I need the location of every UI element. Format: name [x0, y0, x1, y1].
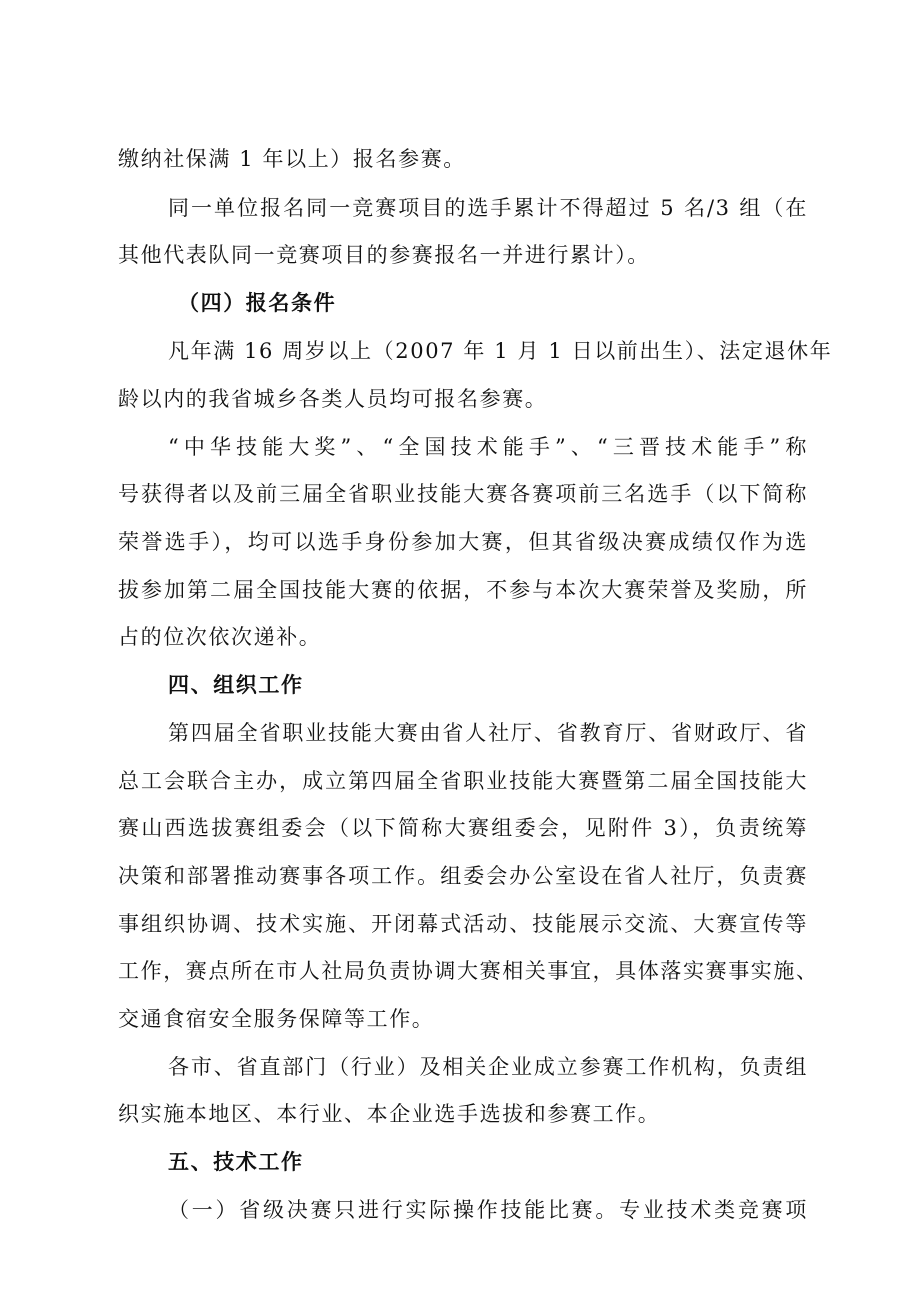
paragraph-line: 织实施本地区、本行业、本企业选手选拔和参赛工作。	[118, 1102, 661, 1126]
paragraph-line: 第四届全省职业技能大赛由省人社厅、省教育厅、省财政厅、省	[168, 721, 808, 745]
paragraph-line: 总工会联合主办，成立第四届全省职业技能大赛暨第二届全国技能大	[118, 769, 808, 793]
section-heading: 五、技术工作	[168, 1150, 304, 1174]
paragraph-line: 事组织协调、技术实施、开闭幕式活动、技能展示交流、大赛宣传等	[118, 912, 808, 936]
paragraph-line: 交通食宿安全服务保障等工作。	[118, 1007, 435, 1031]
section-heading: 四、组织工作	[168, 673, 304, 697]
paragraph-line: 占的位次依次递补。	[118, 625, 322, 649]
paragraph-line: 荣誉选手），均可以选手身份参加大赛，但其省级决赛成绩仅作为选	[118, 530, 808, 554]
paragraph-line: 龄以内的我省城乡各类人员均可报名参赛。	[118, 387, 548, 411]
paragraph-line: 号获得者以及前三届全省职业技能大赛各赛项前三名选手（以下简称	[118, 482, 808, 506]
paragraph-line: 工作，赛点所在市人社局负责协调大赛相关事宜，具体落实赛事实施、	[118, 959, 819, 983]
paragraph-line: 其他代表队同一竞赛项目的参赛报名一并进行累计）。	[118, 243, 650, 267]
paragraph-line: 凡年满 16 周岁以上（2007 年 1 月 1 日以前出生）、法定退休年	[168, 339, 833, 363]
paragraph-line: 拔参加第二届全国技能大赛的依据，不参与本次大赛荣誉及奖励，所	[118, 578, 808, 602]
paragraph-line: （一）省级决赛只进行实际操作技能比赛。专业技术类竞赛项	[168, 1198, 808, 1222]
paragraph-line: 同一单位报名同一竞赛项目的选手累计不得超过 5 名/3 组（在	[168, 196, 808, 220]
paragraph-line: 赛山西选拔赛组委会（以下简称大赛组委会，见附件 3），负责统筹	[118, 816, 808, 840]
paragraph-line: “中华技能大奖”、“全国技术能手”、“三晋技术能手”称	[168, 435, 808, 459]
paragraph-line: 各市、省直部门（行业）及相关企业成立参赛工作机构，负责组	[168, 1055, 808, 1079]
section-subheading: （四）报名条件	[178, 291, 337, 315]
paragraph-line: 决策和部署推动赛事各项工作。组委会办公室设在省人社厅，负责赛	[118, 864, 808, 888]
paragraph-line: 缴纳社保满 1 年以上）报名参赛。	[118, 147, 466, 171]
